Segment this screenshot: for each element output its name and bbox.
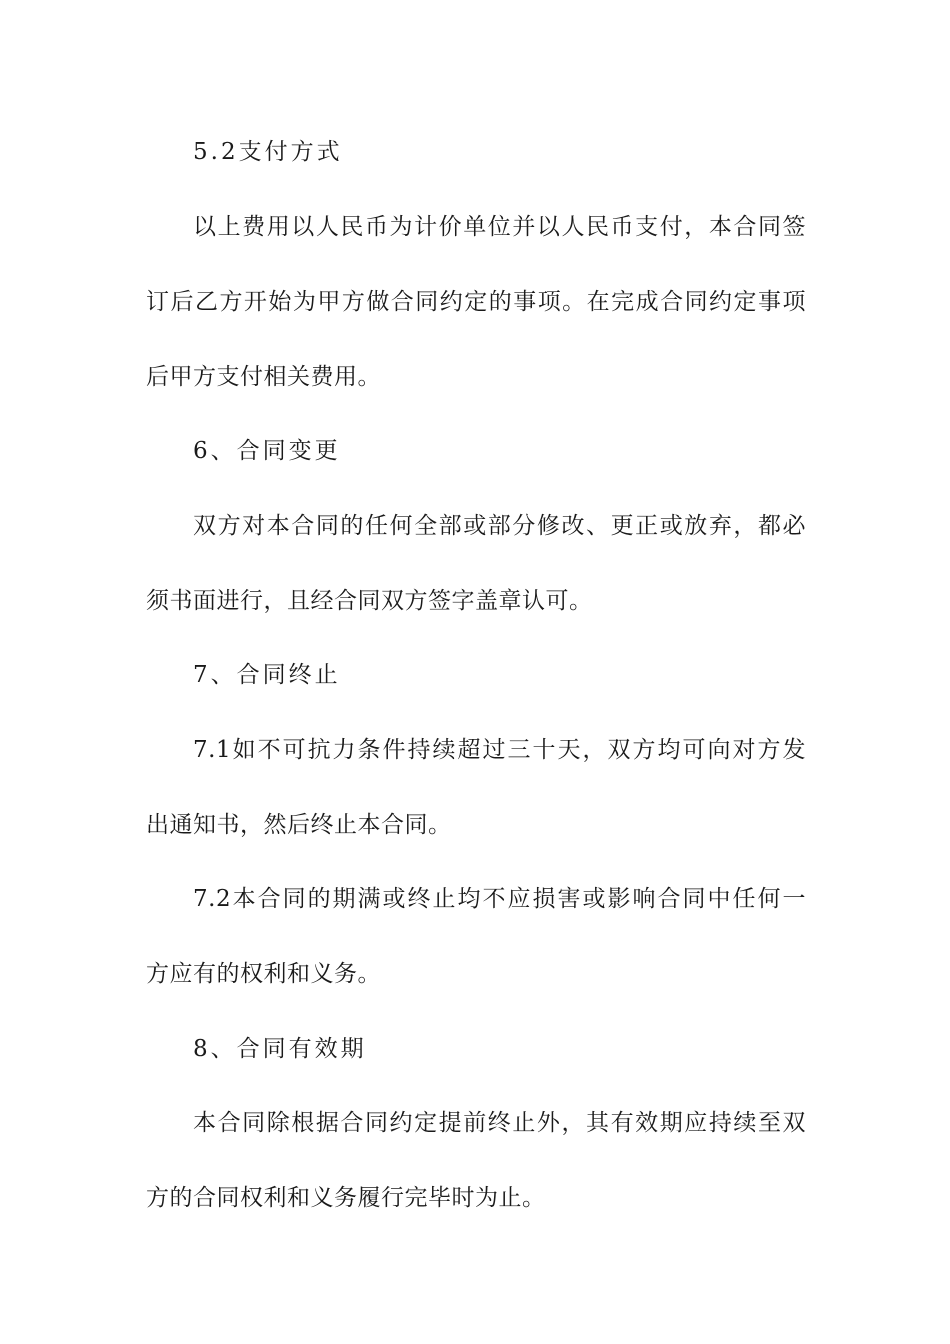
section-heading-5-2: 5.2支付方式	[193, 139, 343, 165]
section-heading-8: 8、合同有效期	[193, 1036, 367, 1062]
paragraph-line: 方应有的权利和义务。	[146, 961, 381, 987]
section-heading-7: 7、合同终止	[193, 662, 341, 688]
paragraph-line: 以上费用以人民币为计价单位并以人民币支付，本合同签	[193, 214, 806, 240]
paragraph-line: 7.2本合同的期满或终止均不应损害或影响合同中任何一	[193, 886, 806, 912]
section-heading-6: 6、合同变更	[193, 438, 341, 464]
paragraph-line: 订后乙方开始为甲方做合同约定的事项。在完成合同约定事项	[146, 289, 806, 315]
paragraph-line: 后甲方支付相关费用。	[146, 364, 381, 390]
paragraph-line: 出通知书，然后终止本合同。	[146, 812, 452, 838]
paragraph-line: 双方对本合同的任何全部或部分修改、更正或放弃，都必	[193, 513, 806, 539]
paragraph-line: 本合同除根据合同约定提前终止外，其有效期应持续至双	[193, 1110, 806, 1136]
paragraph-line: 方的合同权利和义务履行完毕时为止。	[146, 1185, 546, 1211]
paragraph-line: 须书面进行，且经合同双方签字盖章认可。	[146, 588, 593, 614]
paragraph-line: 7.1如不可抗力条件持续超过三十天，双方均可向对方发	[193, 737, 806, 763]
